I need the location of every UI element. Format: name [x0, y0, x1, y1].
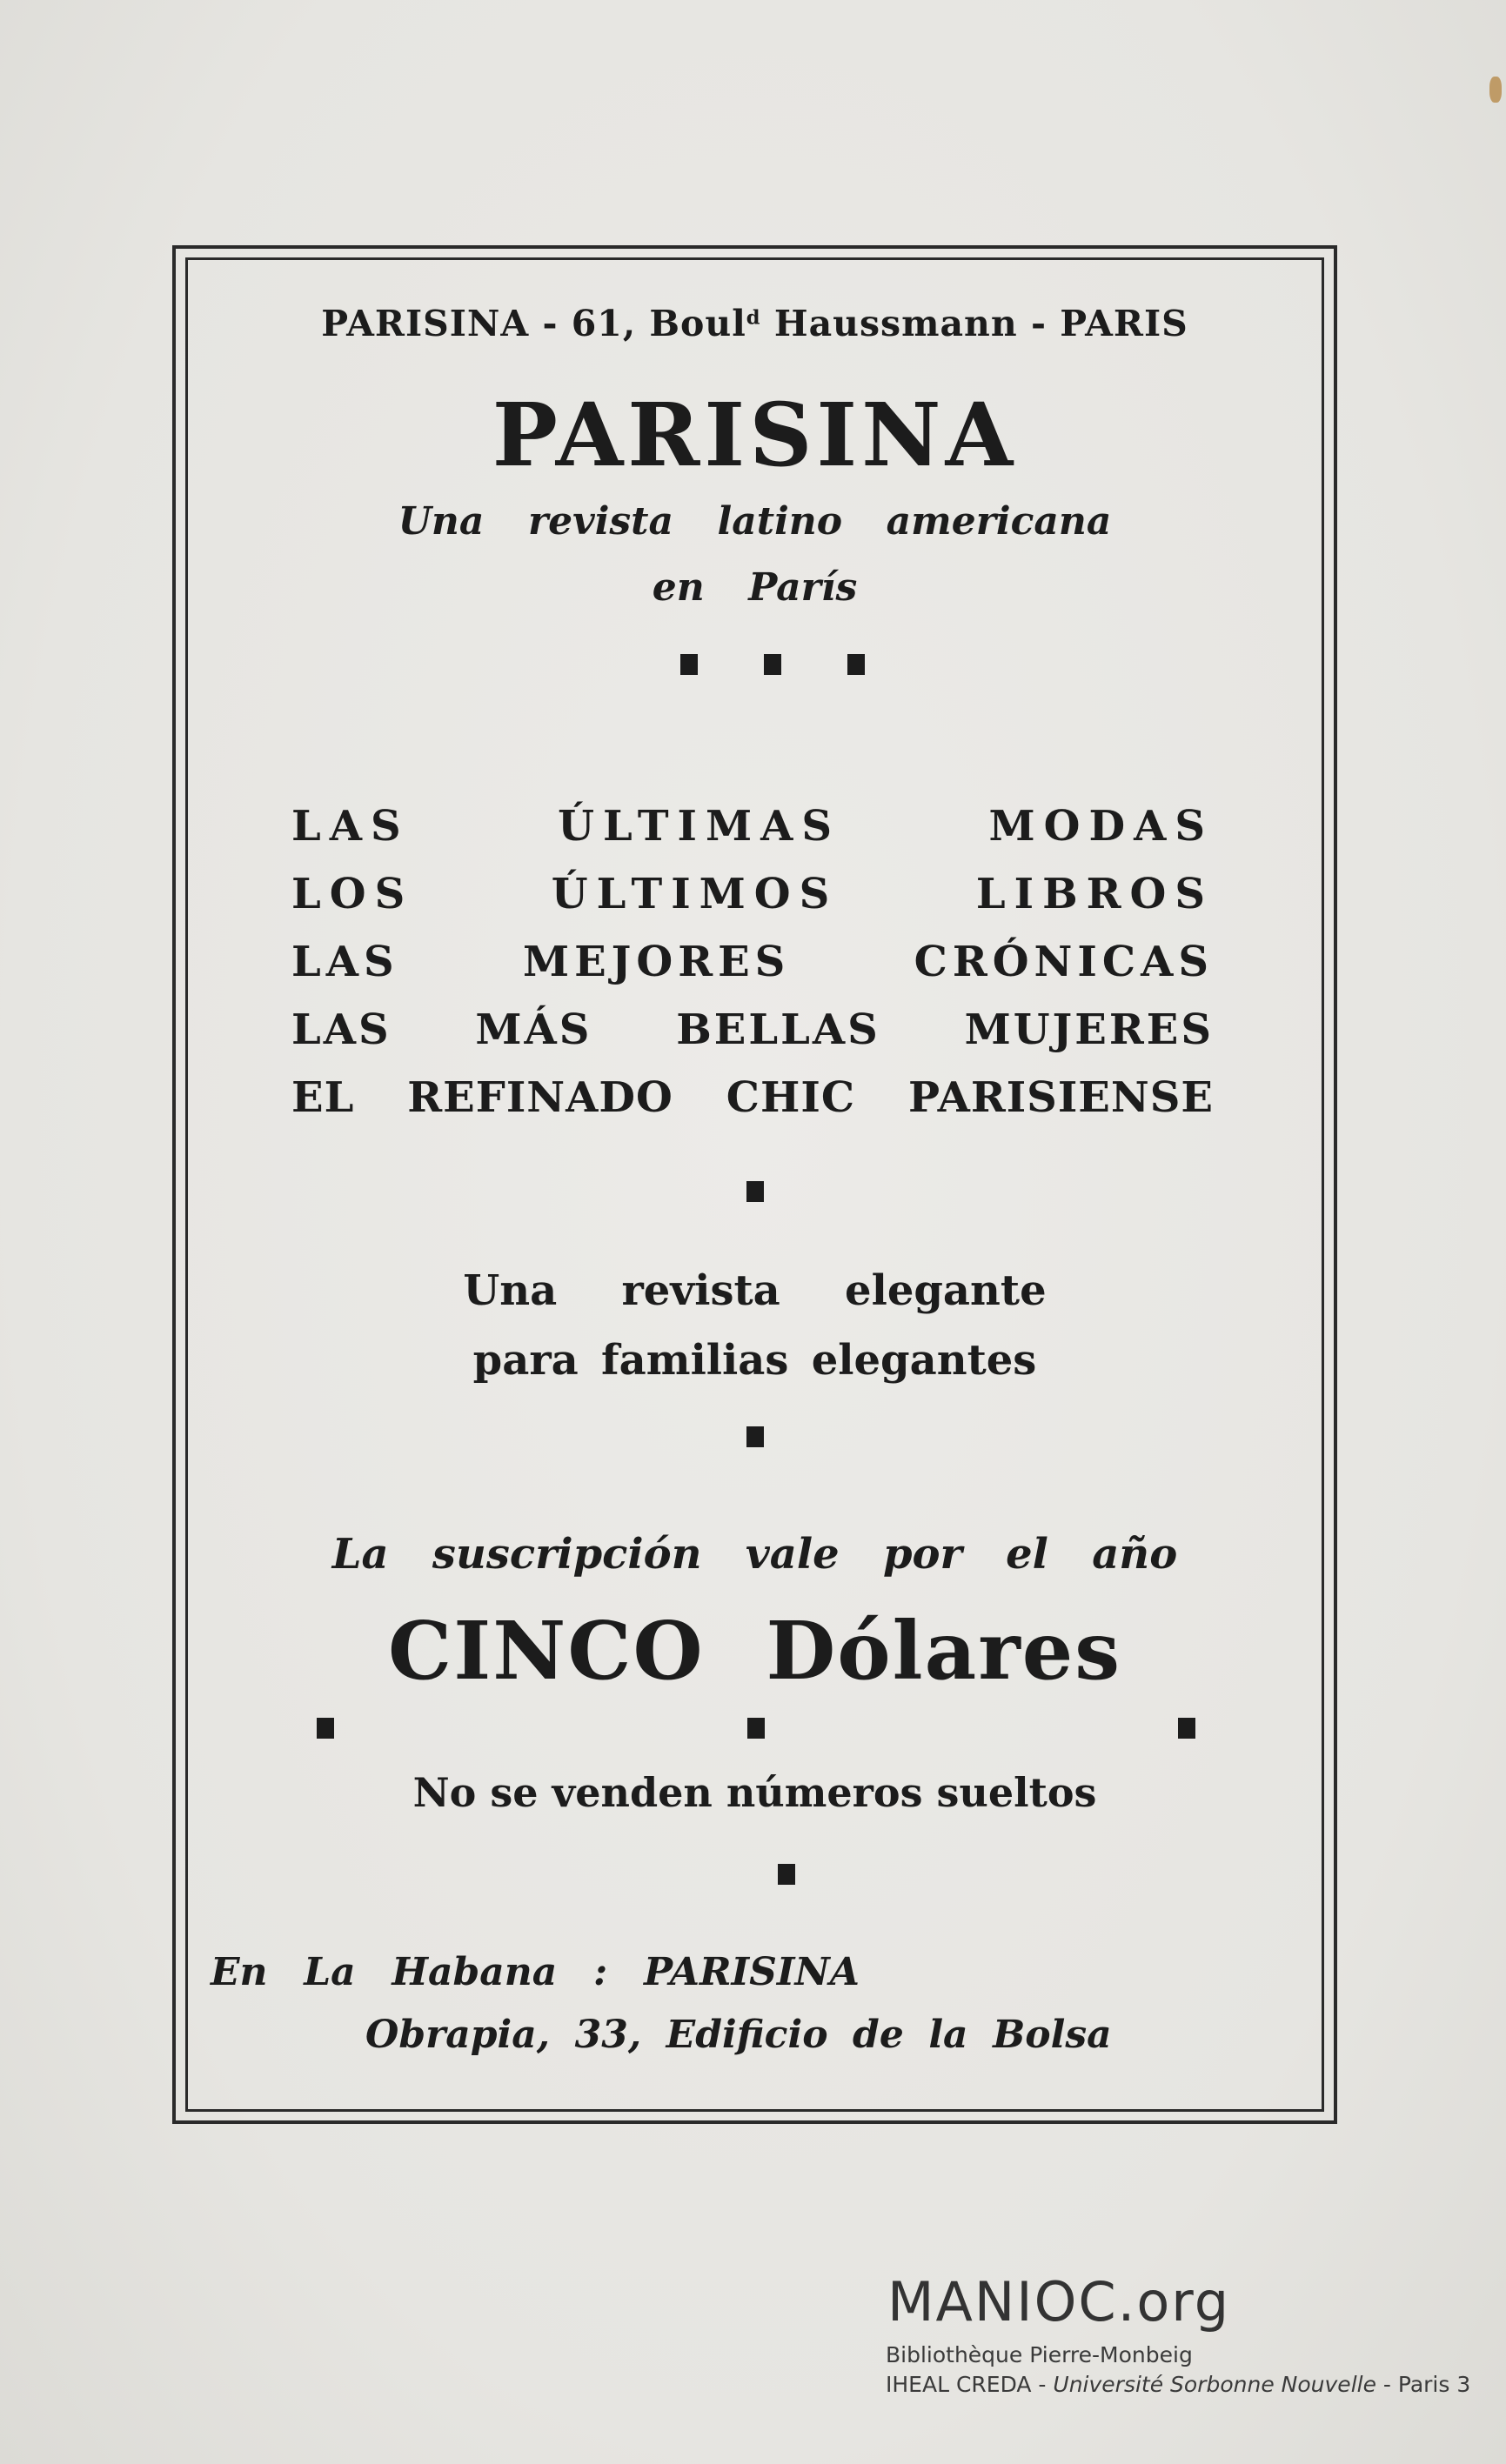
address-header — [185, 303, 1324, 344]
feature-line-3: LAS MEJORES CRÓNICAS — [291, 938, 1214, 986]
ornament-square-3 — [745, 1864, 828, 1885]
square-ornament — [317, 1718, 334, 1739]
feature-line-4: LAS MÁS BELLAS MUJERES — [291, 1005, 1214, 1054]
institution-credit — [886, 2372, 1470, 2397]
slogan-line-1: Una revista elegante — [463, 1266, 1047, 1315]
havana-office-line-2: Obrapia, 33, Edificio de la Bolsa — [365, 2013, 1112, 2057]
tagline-line-1: Una revista latino americana — [398, 499, 1112, 544]
ornament-squares-top — [647, 654, 898, 675]
address-header-left: PARISINA - 61, Boul — [321, 303, 746, 344]
square-ornament — [746, 1426, 764, 1447]
square-ornament — [847, 654, 865, 675]
square-ornament — [1178, 1718, 1195, 1739]
institution-prefix: IHEAL CREDA - — [886, 2372, 1054, 2397]
feature-line-2: LOS ÚLTIMOS LIBROS — [291, 870, 1214, 918]
institution-suffix: - Paris 3 — [1375, 2372, 1471, 2397]
manioc-logo[interactable]: MANIOC.org — [887, 2270, 1231, 2334]
feature-line-1: LAS ÚLTIMAS MODAS — [291, 802, 1214, 851]
slogan-line-2: para familias elegantes — [472, 1336, 1037, 1385]
ornament-square-1 — [713, 1181, 797, 1202]
square-ornament — [746, 1181, 764, 1202]
square-ornament — [680, 654, 698, 675]
paper-stain — [1489, 77, 1502, 103]
single-issues-note: No se venden números sueltos — [412, 1769, 1097, 1816]
address-header-right: Haussmann - PARIS — [773, 303, 1188, 344]
address-header-superscript: d — [746, 306, 761, 330]
magazine-title: PARISINA — [492, 384, 1018, 486]
feature-line-5: EL REFINADO CHIC PARISIENSE — [291, 1073, 1214, 1122]
square-ornament — [764, 654, 781, 675]
library-credit: Bibliothèque Pierre-Monbeig — [886, 2342, 1193, 2367]
subscription-text: La suscripción vale por el año — [331, 1530, 1178, 1579]
subscription-price: CINCO Dólares — [387, 1604, 1122, 1698]
institution-name: Université Sorbonne Nouvelle — [1053, 2372, 1376, 2397]
square-ornament — [778, 1864, 795, 1885]
havana-office-line-1: En La Habana : PARISINA — [211, 1950, 860, 1994]
ornament-square-2 — [713, 1426, 797, 1447]
ornament-squares-price — [317, 1718, 1195, 1739]
square-ornament — [747, 1718, 765, 1739]
tagline-line-2: en París — [652, 565, 858, 610]
